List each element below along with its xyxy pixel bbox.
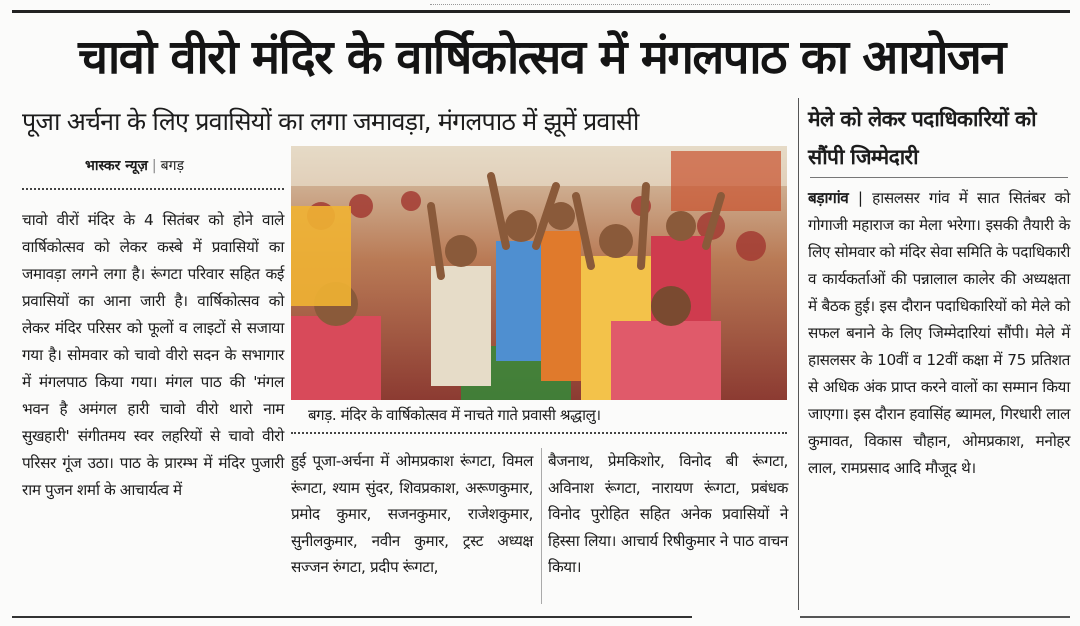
top-cropped-edge — [430, 0, 990, 5]
bottom-rule-right — [800, 616, 1070, 618]
side-story-body: बड़ागांव | हासलसर गांव में सात सितंबर को गोगाजी महाराज का मेला भरेगा। इसकी तैयारी के लिए सोमवार को मंदिर सेवा समिति के पदाधिकारी व कार्यकर्ताओं की पन्नालाल कालेर की अध्यक्षता में बैठक हुई। इस दौरान पदाधिकारियों को मेले को सफल बनाने के लिए जिम्मेदारियां सौंपी। मेले में हासलसर के 10वीं व 12वीं कक्षा में 75 प्रतिशत से अधिक अंक प्राप्त करने वालों का सम्मान किया जाएगा। इस दौरान हवासिंह ब्यामल, गिरधारी लाल कुमावत, विकास चौहान, ओमप्रकाश, मनोहर लाल, रामप्रसाद आदि मौजूद थे। — [808, 189, 1070, 477]
bottom-rule-left — [12, 616, 692, 618]
subheadline: पूजा अर्चना के लिए प्रवासियों का लगा जमावड़ा, मंगलपाठ में झूमें प्रवासी — [22, 107, 639, 136]
byline-place: बगड़ — [160, 158, 184, 174]
caption-dotted-rule — [291, 432, 787, 434]
column-divider — [798, 98, 799, 610]
top-rule — [12, 10, 1070, 13]
byline-dotted-rule — [22, 188, 284, 190]
main-story-column-1: चावो वीरों मंदिर के 4 सितंबर को होने वाले वार्षिकोत्सव को लेकर कस्बे में प्रवासियों का जमावड़ा लगने लगा है। रूंगटा परिवार सहित कई प्रवासियों का आना जारी है। वार्षिकोत्सव को लेकर मंदिर परिसर को फूलों व लाइटों से सजाया गया है। सोमवार को चावो वीरो सदन के सभागार में मंगलपाठ किया गया। मंगल पाठ की 'मंगल भवन है अमंगल हारी चावो वीरो थारो नाम सुखहारी' संगीतमय स्वर लहरियों से चावो वीरो परिसर गूंज उठा। पाठ के प्रारम्भ में मंदिर पुजारी राम पुजन शर्मा के आचार्यत्व में — [22, 211, 284, 499]
byline — [85, 154, 285, 178]
byline-source: भास्कर न्यूज़ — [85, 158, 148, 174]
side-story-headline: मेले को लेकर पदाधिकारियों को सौंपी जिम्मेदारी — [808, 107, 1037, 169]
main-story-column-3: बैजनाथ, प्रेमकिशोर, विनोद बी रूंगटा, अविनाश रूंगटा, नारायण रूंगटा, प्रबंधक विनोद पुरोहित सहित अनेक प्रवासियों ने हिस्सा लिया। आचार्य रिषीकुमार ने पाठ वाचन किया। — [548, 452, 788, 576]
photo-caption: बगड़. मंदिर के वार्षिकोत्सव में नाचते गाते प्रवासी श्रद्धालु। — [308, 406, 601, 424]
byline-separator: | — [151, 158, 157, 174]
main-headline: चावो वीरो मंदिर के वार्षिकोत्सव में मंगलपाठ का आयोजन — [78, 30, 1005, 85]
crowd-photo-illustration — [291, 146, 787, 400]
inner-column-rule — [541, 448, 542, 604]
side-story-text: हासलसर गांव में सात सितंबर को गोगाजी महाराज का मेला भरेगा। इसकी तैयारी के लिए सोमवार को मंदिर सेवा समिति के पदाधिकारी व कार्यकर्ताओं की पन्नालाल कालेर की अध्यक्षता में बैठक हुई। इस दौरान पदाधिकारियों को मेले को सफल बनाने के लिए जिम्मेदारियां सौंपी। मेले में हासलसर के 10वीं व 12वीं कक्षा में 75 प्रतिशत से अधिक अंक प्राप्त करने वालों का सम्मान किया जाएगा। इस दौरान हवासिंह ब्यामल, गिरधारी लाल कुमावत, विकास चौहान, ओमप्रकाश, मनोहर लाल, रामप्रसाद आदि मौजूद थे। — [808, 189, 1070, 477]
side-headline-rule — [810, 177, 1068, 178]
main-story-column-2: हुई पूजा-अर्चना में ओमप्रकाश रूंगटा, विमल रूंगटा, श्याम सुंदर, शिवप्रकाश, अरूणकुमार, प्रमोद कुमार, सजनकुमार, राजेशकुमार, सुनीलकुमार, नवीन कुमार, ट्रस्ट अध्यक्ष सज्जन रुंगटा, प्रदीप रूंगटा, — [291, 452, 533, 576]
side-story-dateline: बड़ागांव — [808, 189, 849, 207]
news-photo — [291, 146, 787, 400]
